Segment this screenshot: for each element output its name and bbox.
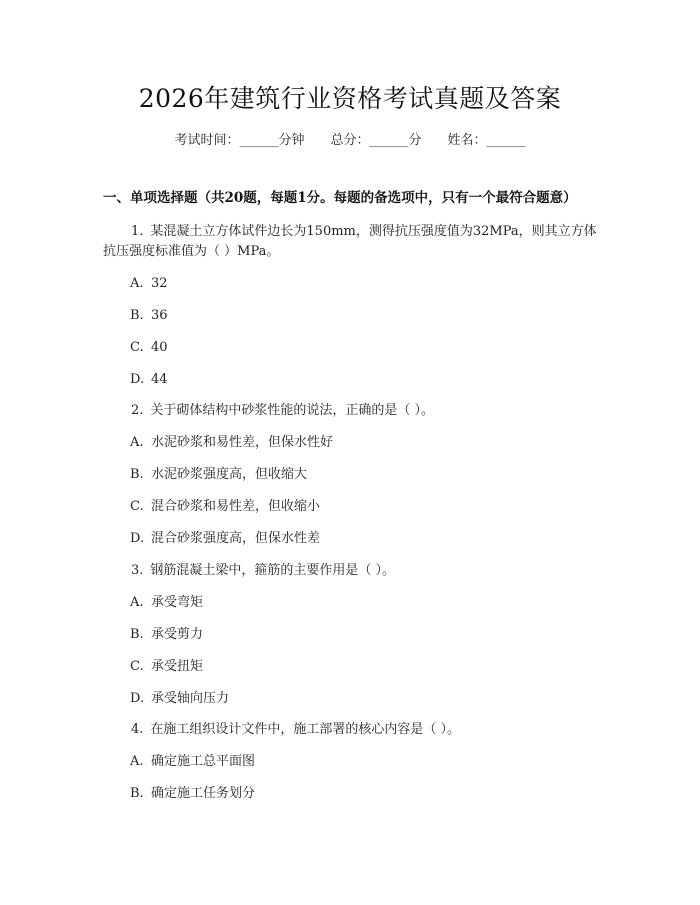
option-text: 44 [151,372,168,387]
option-letter: B. [130,786,144,801]
section-title: 一、单项选择题（共20题，每题1分。每题的备选项中，只有一个最符合题意） [103,190,577,206]
option-2a [130,433,610,453]
option-2c [130,497,610,517]
question-number: 4. [131,722,144,737]
option-text: 承受轴向压力 [151,691,230,706]
option-text: 承受弯矩 [151,595,204,610]
option-letter: C. [130,499,144,514]
total-score-field: 总分：______分 [330,133,422,148]
option-3a [130,593,610,613]
question-number: 2. [131,403,144,418]
question-stem-2 [103,401,603,421]
option-2b [130,465,610,485]
option-text: 确定施工总平面图 [151,754,256,769]
option-letter: C. [130,659,144,674]
page-title: 2026年建筑行业资格考试真题及答案 [138,84,562,113]
question-stem-1 [103,222,603,262]
exam-time-field: 考试时间：______分钟 [174,133,305,148]
option-letter: A. [130,276,144,291]
option-text: 40 [151,340,168,355]
question-number: 3. [131,563,144,578]
option-text: 混合砂浆强度高，但保水性差 [151,531,321,546]
option-letter: D. [130,372,145,387]
option-text: 混合砂浆和易性差，但收缩小 [151,499,321,514]
option-text: 承受扭矩 [151,659,204,674]
question-text: 在施工组织设计文件中，施工部署的核心内容是（ ）。 [150,722,461,737]
question-stem-4 [103,720,603,740]
option-text: 36 [151,308,168,323]
option-letter: B. [130,308,144,323]
option-text: 32 [151,276,168,291]
option-3c [130,657,610,677]
name-field: 姓名：______ [447,133,526,148]
option-text: 水泥砂浆强度高，但收缩大 [151,467,308,482]
option-letter: D. [130,531,145,546]
option-3d [130,689,610,709]
option-1b [130,306,610,326]
option-letter: B. [130,467,144,482]
option-letter: D. [130,691,145,706]
option-4b [130,784,610,804]
option-1c [130,338,610,358]
option-1a [130,274,610,294]
option-3b [130,625,610,645]
option-letter: A. [130,754,144,769]
question-text: 某混凝土立方体试件边长为150mm，测得抗压强度值为32MPa，则其立方体抗压强度标准值为（ ）MPa。 [103,224,597,259]
option-letter: A. [130,435,144,450]
question-text: 关于砌体结构中砂浆性能的说法，正确的是（ ）。 [150,403,435,418]
option-text: 承受剪力 [151,627,204,642]
option-text: 水泥砂浆和易性差，但保水性好 [151,435,334,450]
option-text: 确定施工任务划分 [151,786,256,801]
exam-meta-line [0,131,700,151]
question-stem-3 [103,561,603,581]
option-letter: C. [130,340,144,355]
option-1d [130,370,610,390]
question-text: 钢筋混凝土梁中，箍筋的主要作用是（ ）。 [150,563,396,578]
option-letter: A. [130,595,144,610]
question-number: 1. [131,224,144,239]
option-2d [130,529,610,549]
option-4a [130,752,610,772]
option-letter: B. [130,627,144,642]
